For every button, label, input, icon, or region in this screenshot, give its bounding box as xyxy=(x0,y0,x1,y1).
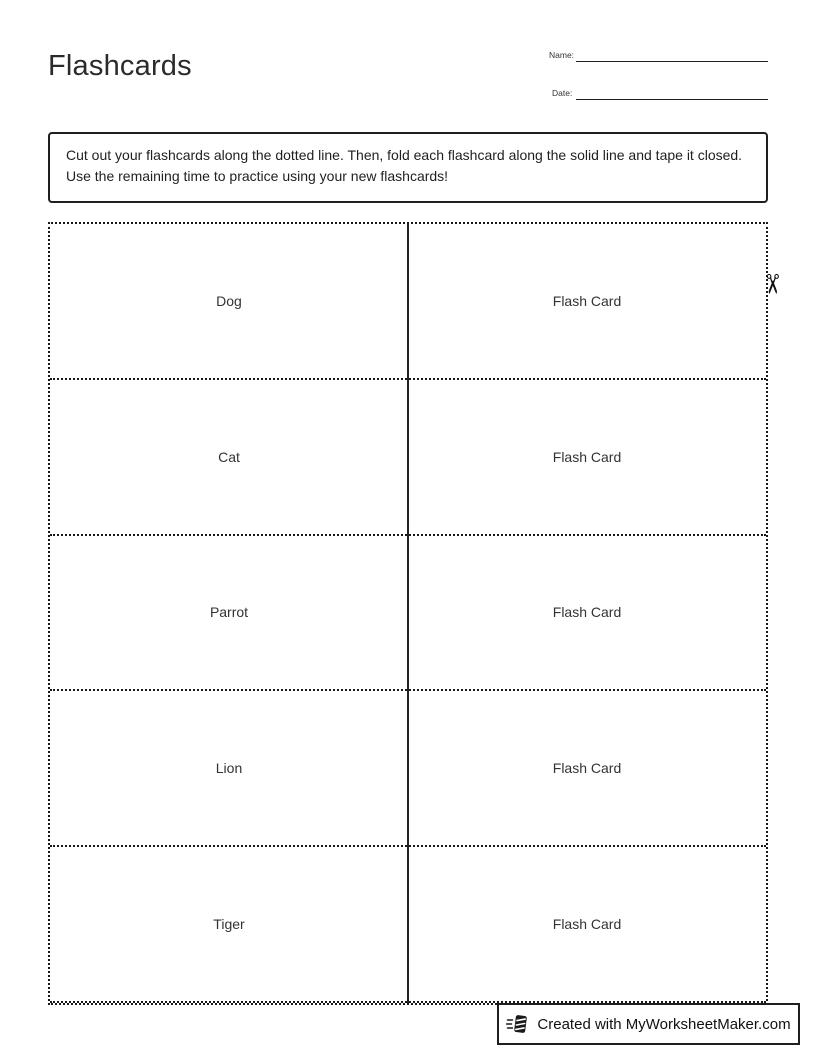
flashcard-front: Lion xyxy=(215,760,243,777)
scissors-icon: ✂ xyxy=(757,272,787,296)
name-label: Name: xyxy=(549,50,575,60)
date-label: Date: xyxy=(552,88,573,98)
date-write-line xyxy=(576,99,768,100)
instructions-text: Cut out your flashcards along the dotted line. Then, fold each flashcard along the solid line and tape it closed. Use the remaining time to practice using your new flashcards! xyxy=(66,147,743,184)
flashcard-grid xyxy=(48,222,768,1005)
name-write-line xyxy=(576,61,768,62)
flashcard-back: Flash Card xyxy=(552,604,622,621)
flashcard-back: Flash Card xyxy=(552,448,622,465)
flashcard-back: Flash Card xyxy=(552,916,622,933)
flashcard-back: Flash Card xyxy=(552,760,622,777)
footer-credit-box xyxy=(497,1003,800,1045)
flashcard-front: Dog xyxy=(216,292,242,309)
page-title: Flashcards xyxy=(48,50,192,82)
flashcard-front: Tiger xyxy=(213,916,245,933)
flashcard-back: Flash Card xyxy=(552,292,622,309)
instructions-box xyxy=(48,132,768,203)
footer-credit-text: Created with MyWorksheetMaker.com xyxy=(537,1015,791,1033)
flashcard-front: Cat xyxy=(218,448,240,465)
flashcard-front: Parrot xyxy=(209,604,249,621)
fold-solid-line xyxy=(407,224,409,1003)
worksheetmaker-logo-icon xyxy=(506,1012,530,1036)
